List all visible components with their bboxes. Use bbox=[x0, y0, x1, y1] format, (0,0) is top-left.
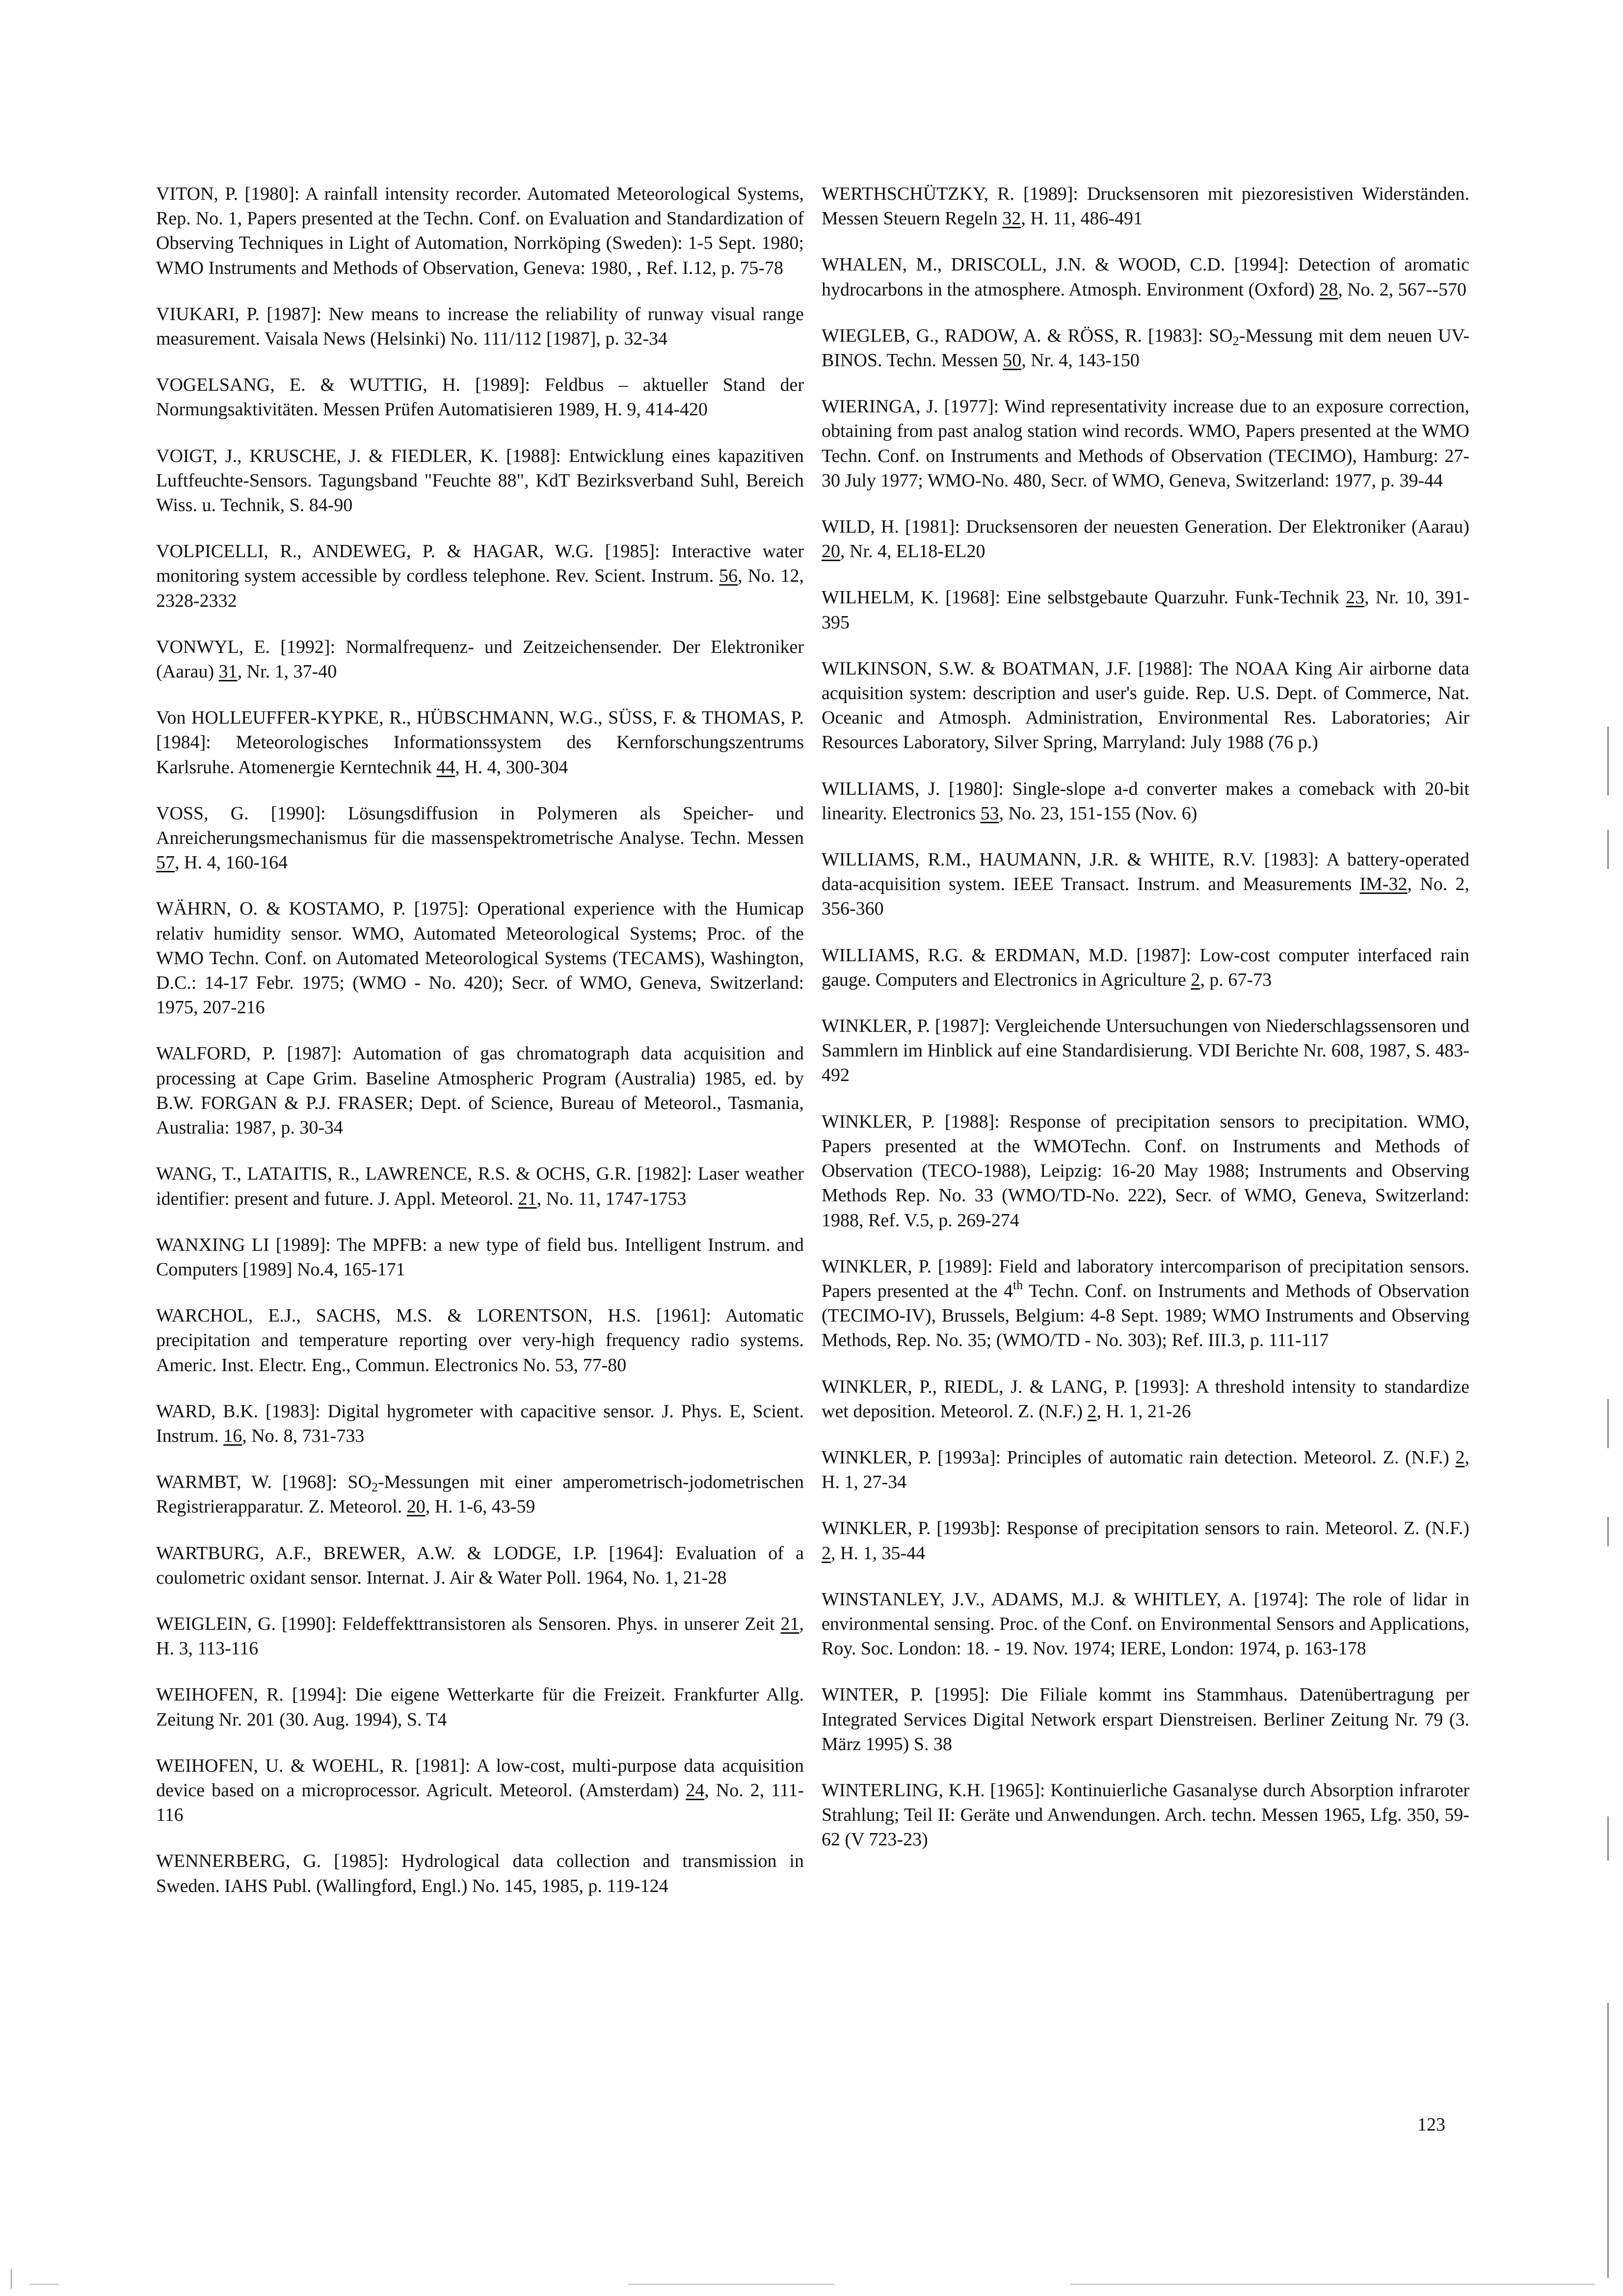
reference-entry: WARCHOL, E.J., SACHS, M.S. & LORENTSON, H.S. [1961]: Automatic precipitation and temperature reporting over very-high frequency radio systems. Americ. Inst. Electr. Eng., Commun. Electronics No. 53, 77-80 bbox=[156, 1305, 804, 1376]
reference-entry: WARMBT, W. [1968]: $SO_2$-Messungen mit einer amperometrisch-jodometrischen Registrierapparatur. Z. Meteorol. 20, H. 1-6, 43-59 bbox=[156, 1472, 804, 1517]
reference-entry: VOSS, G. [1990]: Lösungsdiffusion in Polymeren als Speicher- und Anreicherungsmechanismus für die massenspektrometrische Analyse. Techn. Messen 57, H. 4, 160-164 bbox=[156, 803, 804, 873]
margin-scan-line bbox=[1607, 1816, 1609, 1861]
reference-entry: WINKLER, P. [1987]: Vergleichende Untersuchungen von Niederschlagssensoren und Sammlern im Hinblick auf eine Standardisierung. VDI Berichte Nr. 608, 1987, S. 483-492 bbox=[822, 1016, 1469, 1086]
volume-number: 31 bbox=[218, 661, 238, 682]
reference-entry: WANXING LI [1989]: The MPFB: a new type of field bus. Intelligent Instrum. and Computers [1989] No.4, 165-171 bbox=[156, 1234, 804, 1280]
subscript: 2 bbox=[1232, 333, 1239, 348]
reference-entry: VOIGT, J., KRUSCHE, J. & FIEDLER, K. [1988]: Entwicklung eines kapazitiven Luftfeuchte-Sensors. Tagungsband "Feuchte 88", KdT Bezirksverband Suhl, Bereich Wiss. u. Technik, S. 84-90 bbox=[156, 445, 804, 516]
volume-number: 21 bbox=[518, 1188, 537, 1209]
reference-entry: WINTER, P. [1995]: Die Filiale kommt ins Stammhaus. Datenübertragung per Integrated Services Digital Network erspart Dienstreisen. Berliner Zeitung Nr. 79 (3. März 1995) S. 38 bbox=[822, 1684, 1469, 1755]
volume-number: 2 bbox=[822, 1542, 831, 1564]
reference-entry: WARTBURG, A.F., BREWER, A.W. & LODGE, I.P. [1964]: Evaluation of a coulometric oxidant sensor. Internat. J. Air & Water Poll. 1964, No. 1, 21-28 bbox=[156, 1542, 804, 1588]
volume-number: 20 bbox=[406, 1496, 426, 1517]
volume-number: 21 bbox=[780, 1613, 799, 1634]
volume-number: 2 bbox=[1191, 969, 1200, 990]
reference-entry: VONWYL, E. [1992]: Normalfrequenz- und Zeitzeichensender. Der Elektroniker (Aarau) 31, Nr. 1, 37-40 bbox=[156, 636, 804, 682]
volume-number: 53 bbox=[980, 803, 999, 824]
volume-number: 32 bbox=[1002, 208, 1021, 229]
margin-scan-line bbox=[1607, 727, 1609, 795]
reference-column-left bbox=[156, 182, 804, 1920]
volume-number: 57 bbox=[156, 852, 175, 873]
reference-entry: WIEGLEB, G., RADOW, A. & RÖSS, R. [1983]: $SO_2$-Messung mit dem neuen UV-BINOS. Techn. Messen 50, Nr. 4, 143-150 bbox=[822, 325, 1469, 371]
reference-entry: WINKLER, P. [1993a]: Principles of automatic rain detection. Meteorol. Z. (N.F.) 2, H. 1, 27-34 bbox=[822, 1447, 1469, 1493]
reference-entry: WINKLER, P. [1989]: Field and laboratory intercomparison of precipitation sensors. Papers presented at the 4th Techn. Conf. on Instruments and Methods of Observation (TECIMO-IV), Brussels, Belgium: 4-8 Sept. 1989; WMO Instruments and Observing Methods, Rep. No. 35; (WMO/TD - No. 303); Ref. III.3, p. 111-117 bbox=[822, 1256, 1469, 1351]
reference-entry: WINKLER, P. [1993b]: Response of precipitation sensors to rain. Meteorol. Z. (N.F.) 2, H. 1, 35-44 bbox=[822, 1518, 1469, 1564]
reference-entry: WALFORD, P. [1987]: Automation of gas chromatograph data acquisition and processing at Cape Grim. Baseline Atmospheric Program (Australia) 1985, ed. by B.W. FORGAN & P.J. FRASER; Dept. of Science, Bureau of Meteorol., Tasmania, Australia: 1987, p. 30-34 bbox=[156, 1043, 804, 1138]
reference-entry: VIUKARI, P. [1987]: New means to increase the reliability of runway visual range measurement. Vaisala News (Helsinki) No. 111/112 [1987], p. 32-34 bbox=[156, 303, 804, 350]
volume-number: 50 bbox=[1003, 350, 1022, 371]
superscript: th bbox=[1013, 1277, 1023, 1292]
reference-entry: WINKLER, P. [1988]: Response of precipitation sensors to precipitation. WMO, Papers presented at the WMOTechn. Conf. on Instruments and Methods of Observation (TECO-1988), Leipzig: 16-20 May 1988; Instruments and Observing Methods Rep. No. 33 (WMO/TD-No. 222), Secr. of WMO, Geneva, Switzerland: 1988, Ref. V.5, p. 269-274 bbox=[822, 1111, 1469, 1231]
volume-number: 2 bbox=[1455, 1447, 1465, 1468]
scan-tick bbox=[11, 2269, 12, 2289]
margin-scan-line bbox=[1607, 1399, 1609, 1448]
volume-number: 44 bbox=[436, 756, 455, 778]
reference-entry: WARD, B.K. [1983]: Digital hygrometer with capacitive sensor. J. Phys. E, Scient. Instrum. 16, No. 8, 731-733 bbox=[156, 1401, 804, 1446]
reference-entry: WINTERLING, K.H. [1965]: Kontinuierliche Gasanalyse durch Absorption infraroter Strahlung; Teil II: Geräte und Anwendungen. Arch. techn. Messen 1965, Lfg. 350, 59-62 (V 723-23) bbox=[822, 1780, 1469, 1850]
reference-entry: WILKINSON, S.W. & BOATMAN, J.F. [1988]: The NOAA King Air airborne data acquisition system: description and user's guide. Rep. U.S. Dept. of Commerce, Nat. Oceanic and Atmosph. Administration, Environmental Res. Laboratories; Air Resources Laboratory, Silver Spring, Marryland: July 1988 (76 p.) bbox=[822, 658, 1469, 753]
reference-entry: WHALEN, M., DRISCOLL, J.N. & WOOD, C.D. [1994]: Detection of aromatic hydrocarbons in the atmosphere. Atmosph. Environment (Oxford) 28, No. 2, 567--570 bbox=[822, 254, 1469, 300]
reference-entry: WILLIAMS, R.M., HAUMANN, J.R. & WHITE, R.V. [1983]: A battery-operated data-acquisition system. IEEE Transact. Instrum. and Measurements IM-32, No. 2, 356-360 bbox=[822, 849, 1469, 919]
reference-entry: VOLPICELLI, R., ANDEWEG, P. & HAGAR, W.G. [1985]: Interactive water monitoring system accessible by cordless telephone. Rev. Scient. Instrum. 56, No. 12, 2328-2332 bbox=[156, 541, 804, 611]
page-number: 123 bbox=[1417, 2114, 1445, 2135]
margin-scan-line bbox=[1607, 2003, 1609, 2278]
reference-entry: WINKLER, P., RIEDL, J. & LANG, P. [1993]: A threshold intensity to standardize wet deposition. Meteorol. Z. (N.F.) 2, H. 1, 21-26 bbox=[822, 1376, 1469, 1422]
reference-entry: WIERINGA, J. [1977]: Wind representativity increase due to an exposure correction, obtaining from past analog station wind records. WMO, Papers presented at the WMO Techn. Conf. on Instruments and Methods of Observation (TECIMO), Hamburg: 27-30 July 1977; WMO-No. 480, Secr. of WMO, Geneva, Switzerland: 1977, p. 39-44 bbox=[822, 396, 1469, 491]
volume-number: 16 bbox=[223, 1425, 242, 1446]
volume-number: IM-32 bbox=[1359, 874, 1408, 895]
reference-column-right bbox=[822, 182, 1469, 1874]
volume-number: 23 bbox=[1346, 587, 1365, 608]
reference-entry: WILHELM, K. [1968]: Eine selbstgebaute Quarzuhr. Funk-Technik 23, Nr. 10, 391-395 bbox=[822, 587, 1469, 633]
reference-entry: WILLIAMS, J. [1980]: Single-slope a-d converter makes a comeback with 20-bit linearity. Electronics 53, No. 23, 151-155 (Nov. 6) bbox=[822, 778, 1469, 824]
reference-entry: WEIHOFEN, R. [1994]: Die eigene Wetterkarte für die Freizeit. Frankfurter Allg. Zeitung Nr. 201 (30. Aug. 1994), S. T4 bbox=[156, 1684, 804, 1730]
bottom-scan-line bbox=[628, 2284, 834, 2285]
margin-scan-line bbox=[1607, 1517, 1609, 1546]
reference-entry: VITON, P. [1980]: A rainfall intensity recorder. Automated Meteorological Systems, Rep. No. 1, Papers presented at the Techn. Conf. on Evaluation and Standardization of Observing Techniques in Light of Automation, Norrköping (Sweden): 1-5 Sept. 1980; WMO Instruments and Methods of Observation, Geneva: 1980, , Ref. I.12, p. 75-78 bbox=[156, 184, 804, 278]
reference-entry: WINSTANLEY, J.V., ADAMS, M.J. & WHITLEY, A. [1974]: The role of lidar in environmental sensing. Proc. of the Conf. on Environmental Sensors and Applications, Roy. Soc. London: 18. - 19. Nov. 1974; IERE, London: 1974, p. 163-178 bbox=[822, 1589, 1469, 1659]
reference-entry: WEIHOFEN, U. & WOEHL, R. [1981]: A low-cost, multi-purpose data acquisition device based on a microprocessor. Agricult. Meteorol. (Amsterdam) 24, No. 2, 111-116 bbox=[156, 1755, 804, 1826]
bottom-scan-line bbox=[29, 2284, 59, 2285]
reference-entry: WILD, H. [1981]: Drucksensoren der neuesten Generation. Der Elektroniker (Aarau) 20, Nr. 4, EL18-EL20 bbox=[822, 516, 1469, 562]
volume-number: 24 bbox=[686, 1780, 705, 1801]
reference-entry: WANG, T., LATAITIS, R., LAWRENCE, R.S. & OCHS, G.R. [1982]: Laser weather identifier: present and future. J. Appl. Meteorol. 21, No. 11, 1747-1753 bbox=[156, 1163, 804, 1209]
reference-entry: WÄHRN, O. & KOSTAMO, P. [1975]: Operational experience with the Humicap relativ humidity sensor. WMO, Automated Meteorological Systems; Proc. of the WMO Techn. Conf. on Automated Meteorological Systems (TECAMS), Washington, D.C.: 14-17 Febr. 1975; (WMO - No. 420); Secr. of WMO, Geneva, Switzerland: 1975, 207-216 bbox=[156, 898, 804, 1018]
reference-entry: WILLIAMS, R.G. & ERDMAN, M.D. [1987]: Low-cost computer interfaced rain gauge. Computers and Electronics in Agriculture 2, p. 67-73 bbox=[822, 945, 1469, 990]
bottom-scan-line bbox=[1070, 2284, 1595, 2285]
volume-number: 2 bbox=[1087, 1401, 1097, 1422]
reference-entry: WERTHSCHÜTZKY, R. [1989]: Drucksensoren mit piezoresistiven Widerständen. Messen Steuern Regeln 32, H. 11, 486-491 bbox=[822, 184, 1469, 229]
margin-scan-line bbox=[1607, 830, 1609, 869]
reference-entry: Von HOLLEUFFER-KYPKE, R., HÜBSCHMANN, W.G., SÜSS, F. & THOMAS, P. [1984]: Meteorologisches Informationssystem des Kernforschungszentrums Karlsruhe. Atomenergie Kerntechnik 44, H. 4, 300-304 bbox=[156, 707, 804, 778]
reference-entry: VOGELSANG, E. & WUTTIG, H. [1989]: Feldbus – aktueller Stand der Normungsaktivitäten. Messen Prüfen Automatisieren 1989, H. 9, 414-420 bbox=[156, 375, 804, 420]
reference-entry: WENNERBERG, G. [1985]: Hydrological data collection and transmission in Sweden. IAHS Publ. (Wallingford, Engl.) No. 145, 1985, p. 119-124 bbox=[156, 1851, 804, 1896]
volume-number: 28 bbox=[1319, 279, 1338, 300]
volume-number: 20 bbox=[822, 541, 840, 562]
subscript: 2 bbox=[372, 1480, 378, 1495]
reference-entry: WEIGLEIN, G. [1990]: Feldeffekttransistoren als Sensoren. Phys. in unserer Zeit 21, H. 3, 113-116 bbox=[156, 1613, 804, 1659]
volume-number: 56 bbox=[719, 566, 738, 587]
